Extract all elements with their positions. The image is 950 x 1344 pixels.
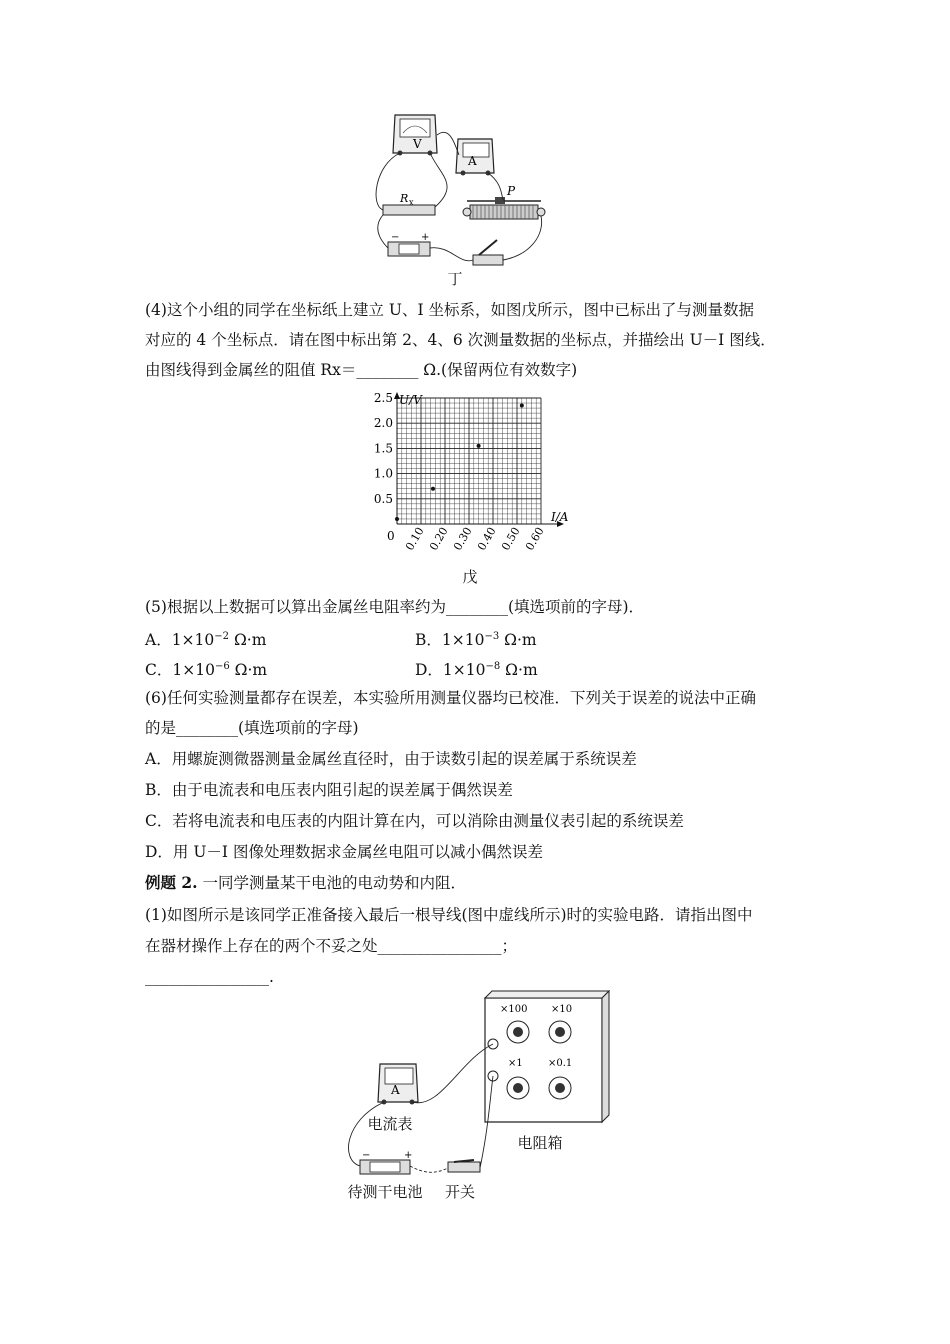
q6-line-2: 的是________(填选项前的字母): [145, 719, 359, 737]
q4-line-1: (4)这个小组的同学在坐标纸上建立 U、I 坐标系，如图戊所示，图中已标出了与测量数据: [145, 301, 754, 319]
x-tick-label: 0.40: [475, 525, 499, 553]
y-tick-label: 2.5: [373, 391, 393, 405]
ui-chart: [355, 390, 595, 580]
x-tick-label: 0.60: [523, 525, 547, 553]
dry-cell-icon: [360, 1150, 412, 1174]
data-point: [395, 517, 399, 521]
resistor-rx-icon: [383, 192, 435, 215]
q4-line-2: 对应的 4 个坐标点．请在图中标出第 2、4、6 次测量数据的坐标点，并描绘出 U－I 图线．: [145, 331, 776, 349]
figure-caption-ding: 丁: [447, 270, 463, 288]
y-tick-label: 1.5: [373, 441, 393, 456]
dry-cell-label: 待测干电池: [347, 1183, 423, 1201]
y-tick-label: 2.0: [373, 416, 393, 431]
resistor-sub: x: [409, 198, 414, 207]
q5-option-c: C．$1\times 10^{-6}$ Ω·m: [145, 661, 268, 679]
dial-x10-label: ×10: [551, 1004, 573, 1015]
example-2-title: 例题 2.: [145, 873, 198, 892]
data-point: [431, 487, 435, 491]
battery-plus: +: [421, 232, 430, 243]
q4-line-3: 由图线得到金属丝的阻值 Rx＝________ Ω.(保留两位有效数字): [145, 361, 578, 379]
voltmeter-letter: V: [413, 137, 422, 151]
switch-2-label: 开关: [444, 1183, 475, 1201]
battery-icon: [388, 232, 430, 256]
ex2-q1-line-2: 在器材操作上存在的两个不妥之处________________；: [145, 937, 518, 955]
q6-option-b: B．由于电流表和电压表内阻引起的误差属于偶然误差: [145, 781, 513, 799]
battery-minus: −: [391, 232, 400, 243]
x-tick-label: 0.50: [499, 525, 523, 553]
ammeter-2-label: 电流表: [367, 1115, 413, 1133]
data-point: [477, 444, 481, 448]
ammeter-2-letter: A: [391, 1083, 400, 1097]
resistance-box-label: 电阻箱: [517, 1134, 563, 1152]
circuit-figure-ding: [355, 105, 555, 290]
x-tick-label: 0.20: [427, 525, 451, 553]
chart-grid: [397, 398, 541, 524]
cell-minus: −: [362, 1150, 371, 1161]
dial-x0.1-label: ×0.1: [548, 1058, 573, 1069]
rheostat-icon: [463, 184, 545, 219]
example-2-heading: [145, 873, 466, 893]
resistor-label: R: [400, 192, 409, 205]
example-2-text: 一同学测量某干电池的电动势和内阻．: [202, 874, 467, 892]
slider-label: P: [507, 184, 516, 198]
switch-2-icon: [448, 1160, 480, 1172]
x-axis-label: I/A: [551, 510, 569, 524]
ammeter-2-icon: [378, 1064, 418, 1105]
q5-option-d: D．$1\times 10^{-8}$ Ω·m: [415, 661, 538, 679]
q6-option-d: D．用 U－I 图像处理数据求金属丝电阻可以减小偶然误差: [145, 843, 543, 861]
voltmeter-icon: [393, 115, 437, 156]
ex2-q1-line-1: (1)如图所示是该同学正准备接入最后一根导线(图中虚线所示)时的实验电路．请指出图中: [145, 906, 753, 924]
figure-caption-wu: 戊: [462, 568, 478, 586]
ammeter-icon: [456, 139, 494, 176]
dial-x100-label: ×100: [500, 1004, 528, 1015]
x-tick-label: 0.10: [403, 525, 427, 553]
dial-x1-label: ×1: [508, 1058, 523, 1069]
cell-plus: +: [404, 1150, 413, 1161]
y-tick-label: 0.5: [373, 491, 393, 506]
resistance-box-icon: [485, 991, 609, 1122]
ammeter-letter: A: [468, 154, 477, 168]
q6-line-1: (6)任何实验测量都存在误差，本实验所用测量仪器均已校准．下列关于误差的说法中正确: [145, 689, 756, 707]
x-tick-label: 0.30: [451, 525, 475, 553]
data-point: [520, 404, 524, 408]
y-axis-label: U/V: [399, 393, 422, 407]
q6-option-a: A．用螺旋测微器测量金属丝直径时，由于读数引起的误差属于系统误差: [145, 750, 637, 768]
ex2-q1-line-3: ________________.: [145, 968, 274, 986]
origin-label: 0: [387, 529, 395, 543]
switch-icon: [473, 240, 503, 265]
q6-option-c: C．若将电流表和电压表的内阻计算在内，可以消除由测量仪表引起的系统误差: [145, 812, 684, 830]
q5-stem: (5)根据以上数据可以算出金属丝电阻率约为________(填选项前的字母)．: [145, 598, 645, 616]
q5-option-b: B．$1\times 10^{-3}$ Ω·m: [415, 631, 537, 649]
q5-option-a: A．$1\times 10^{-2}$ Ω·m: [145, 631, 267, 649]
y-tick-label: 1.0: [373, 466, 393, 481]
circuit-figure-2: [340, 990, 610, 1205]
